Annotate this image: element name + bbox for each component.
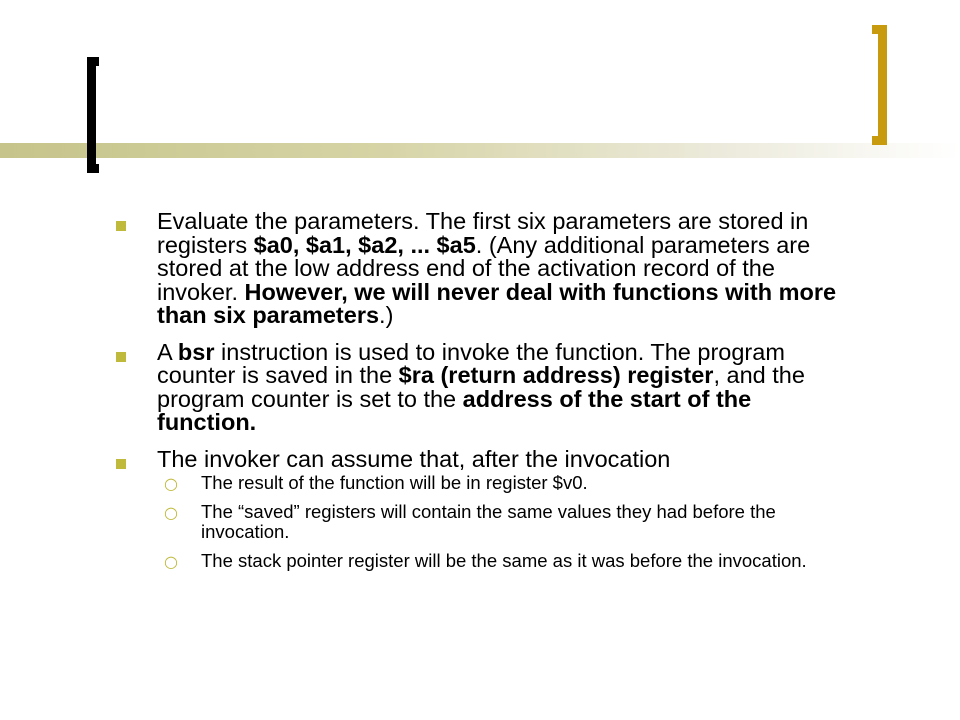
square-bullet-icon [116, 352, 126, 362]
sub-item-saved-registers [112, 502, 852, 542]
left-bracket-decoration [87, 57, 99, 173]
bullet-text: Evaluate the parameters. The first six parameters are stored in registers $a0, $a1, $a2, ... $a5. (Any additional parameters are stored at the low address end of the activation record of the invoker. However, we will never deal with functions with more than six parameters.) [157, 208, 837, 328]
bullet-item-invoker [112, 445, 852, 472]
sub-item-text: The “saved” registers will contain the same values they had before the invocation. [201, 501, 776, 542]
right-bracket-decoration [872, 25, 887, 145]
bullet-text: A bsr instruction is used to invoke the function. The program counter is saved in the $ra (return address) register, and the program counter is set to the address of the start of the function. [157, 338, 805, 435]
bullet-text: The invoker can assume that, after the invocation [157, 445, 671, 472]
sub-item-stack-pointer [112, 551, 852, 571]
bullet-item-parameters [112, 210, 852, 328]
sub-item-text: The result of the function will be in register $v0. [201, 472, 588, 493]
hollow-circle-icon: ○ [164, 503, 178, 522]
sub-item-text: The stack pointer register will be the same as it was before the invocation. [201, 550, 807, 571]
square-bullet-icon [116, 459, 126, 469]
title-accent-bar [0, 143, 960, 158]
sub-item-result [112, 473, 852, 493]
slide-body [112, 210, 852, 580]
hollow-circle-icon: ○ [164, 474, 178, 493]
bullet-item-bsr [112, 338, 852, 435]
square-bullet-icon [116, 221, 126, 231]
hollow-circle-icon: ○ [164, 552, 178, 571]
